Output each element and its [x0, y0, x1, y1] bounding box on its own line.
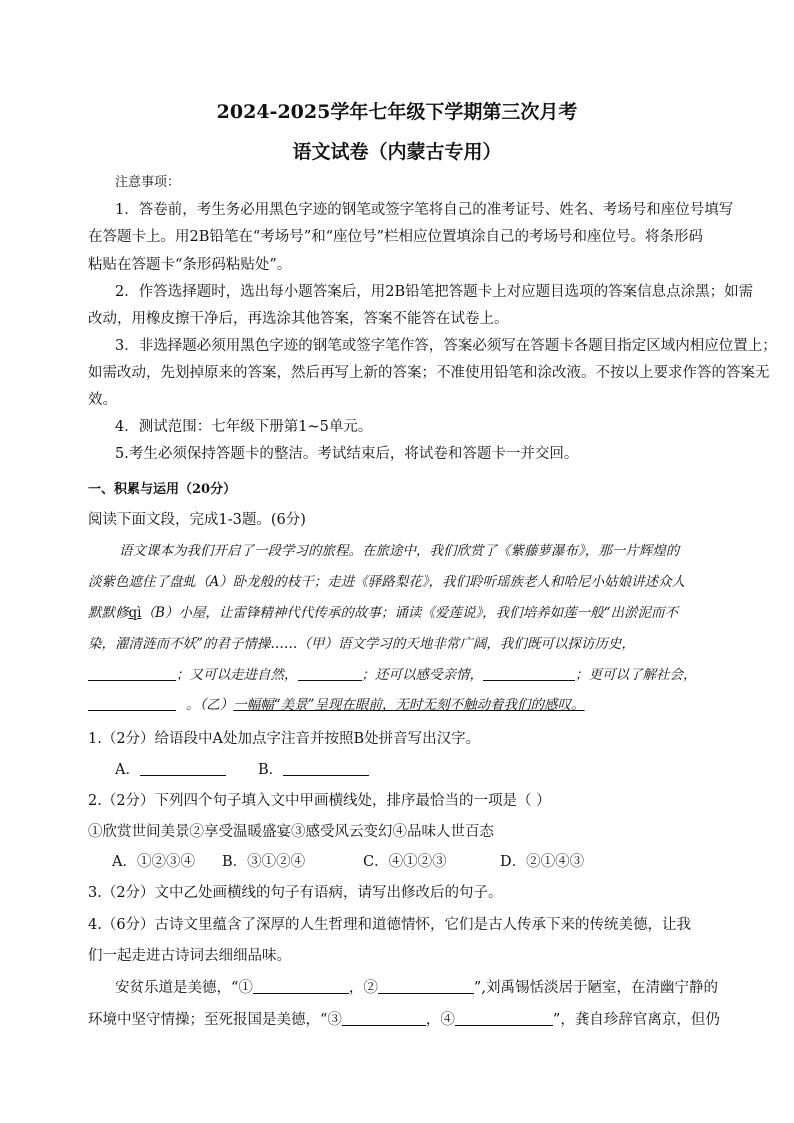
q4-line-4-b: ，④	[425, 1012, 455, 1028]
q4-blank-4[interactable]	[455, 1011, 553, 1026]
q2-option-b[interactable]: B．③①②④	[222, 854, 306, 870]
passage-line-5-a: ；又可以走进自然，	[176, 667, 298, 683]
q4-line-3-a: 安贫乐道是美德，“①	[115, 980, 253, 996]
q2-option-d[interactable]: D．②①④③	[500, 854, 585, 870]
sentence-yi: 一幅幅“美景”呈现在眼前，无时无刻不触动着我们的感叹。	[233, 697, 585, 713]
q1-a-blank[interactable]	[140, 761, 226, 776]
q4-line-4-c: ”，龚自珍辞官离京，但仍	[552, 1012, 720, 1028]
blank-family[interactable]	[483, 666, 575, 681]
blank-nature[interactable]	[298, 666, 362, 681]
pinyin-b: qì	[128, 605, 142, 621]
q4-blank-2[interactable]	[378, 979, 474, 994]
q1-b-blank[interactable]	[283, 761, 369, 776]
note-1-line-2: 在答题卡上。用2B铅笔在“考场号”和“座位号”栏相应位置填涂自己的考场号和座位号。将条形码	[88, 229, 704, 245]
note-4: 4．测试范围：七年级下册第1~5单元。	[115, 419, 373, 435]
question-1: 1.（2分）给语段中A处加点字注音并按照B处拼音写出汉字。	[88, 731, 481, 747]
passage-line-3	[88, 601, 678, 621]
question-2: 2.（2分）下列四个句子填入文中甲画横线处，排序最恰当的一项是（ ）	[88, 793, 551, 809]
q2-sentences: ①欣赏世间美景②享受温暖盛宴③感受风云变幻④品味人世百态	[88, 824, 494, 840]
blank-history[interactable]	[88, 666, 176, 681]
note-2-line-1: 2．作答选择题时，选出每小题答案后，用2B铅笔把答题卡上对应题目选项的答案信息点涂黑；如需	[115, 284, 754, 300]
passage-line-1: 语文课本为我们开启了一段学习的旅程。在旅途中，我们欣赏了《紫藤萝瀑布》，那一片辉煌的	[119, 543, 680, 559]
page-title: 2024-2025学年七年级下学期第三次月考	[216, 101, 578, 123]
blank-society[interactable]	[88, 696, 176, 711]
passage-line-5-b: ；还可以感受亲情，	[361, 667, 483, 683]
note-3-line-1: 3．非选择题必须用黑色字迹的钢笔或签字笔作答，答案必须写在答题卡各题目指定区域内相应位置上；	[115, 338, 777, 354]
passage-line-4: 染，濯清涟而不妖”的君子情操……（甲）语文学习的天地非常广阔，我们既可以探访历史，	[88, 636, 635, 652]
question-4-line-1: 4.（6分）古诗文里蕴含了深厚的人生哲理和道德情怀，它们是古人传承下来的传统美德，让我	[88, 917, 692, 933]
passage-line-6-a: 。（乙）	[186, 697, 234, 713]
question-4-line-2: 们一起走进古诗词去细细品味。	[88, 948, 291, 964]
note-5: 5.考生必须保持答题卡的整洁。考试结束后，将试卷和答题卡一并交回。	[115, 446, 579, 462]
question-4-line-3	[115, 976, 718, 997]
section-heading: 一、积累与运用（20分）	[88, 482, 237, 497]
q4-line-4-a: 环境中坚守情操；至死报国是美德，“③	[88, 1012, 342, 1028]
note-1-line-1: 1．答卷前，考生务必用黑色字迹的钢笔或签字笔将自己的准考证号、姓名、考场号和座位号填写	[115, 202, 734, 218]
q4-line-3-b: ，②	[348, 980, 378, 996]
question-3: 3.（2分）文中乙处画横线的句子有语病，请写出修改后的句子。	[88, 885, 503, 901]
passage-instruction: 阅读下面文段，完成1-3题。(6分)	[88, 512, 306, 528]
page-subtitle: 语文试卷（内蒙古专用）	[292, 141, 502, 163]
q4-line-3-c: ”,刘禹锡恬淡居于陋室，在清幽宁静的	[473, 980, 718, 996]
notes-heading: 注意事项：	[115, 175, 181, 190]
q2-option-c[interactable]: C．④①②③	[363, 854, 447, 870]
passage-line-5	[88, 663, 697, 683]
q1-b-label: B．	[257, 762, 284, 778]
note-1-line-3: 粘贴在答题卡“条形码粘贴处”。	[88, 257, 292, 273]
passage-line-3-end: （B）小屋，让雷锋精神代代传承的故事；诵读《爱莲说》，我们培养如莲一般“出淤泥而不	[141, 605, 679, 621]
note-3-line-3: 效。	[88, 392, 117, 408]
passage-line-3-start: 默默修	[88, 605, 129, 621]
q4-blank-1[interactable]	[253, 979, 349, 994]
q4-blank-3[interactable]	[342, 1011, 426, 1026]
question-4-line-4	[88, 1008, 720, 1029]
note-2-line-2: 改动，用橡皮擦干净后，再选涂其他答案，答案不能答在试卷上。	[88, 311, 509, 327]
passage-line-6	[88, 693, 585, 713]
passage-line-5-c: ；更可以了解社会，	[575, 667, 697, 683]
q1-a-label: A．	[115, 762, 140, 778]
note-3-line-2: 如需改动，先划掉原来的答案，然后再写上新的答案；不准使用铅笔和涂改液。不按以上要求作答的答案无	[88, 365, 770, 381]
passage-line-2: 淡紫色遮住了盘虬（A）卧龙般的枝干；走进《驿路梨花》，我们聆听瑶族老人和哈尼小姑娘讲述众人	[88, 574, 685, 590]
q1-answer-row	[115, 758, 369, 779]
q2-option-a[interactable]: A．①②③④	[112, 854, 195, 870]
